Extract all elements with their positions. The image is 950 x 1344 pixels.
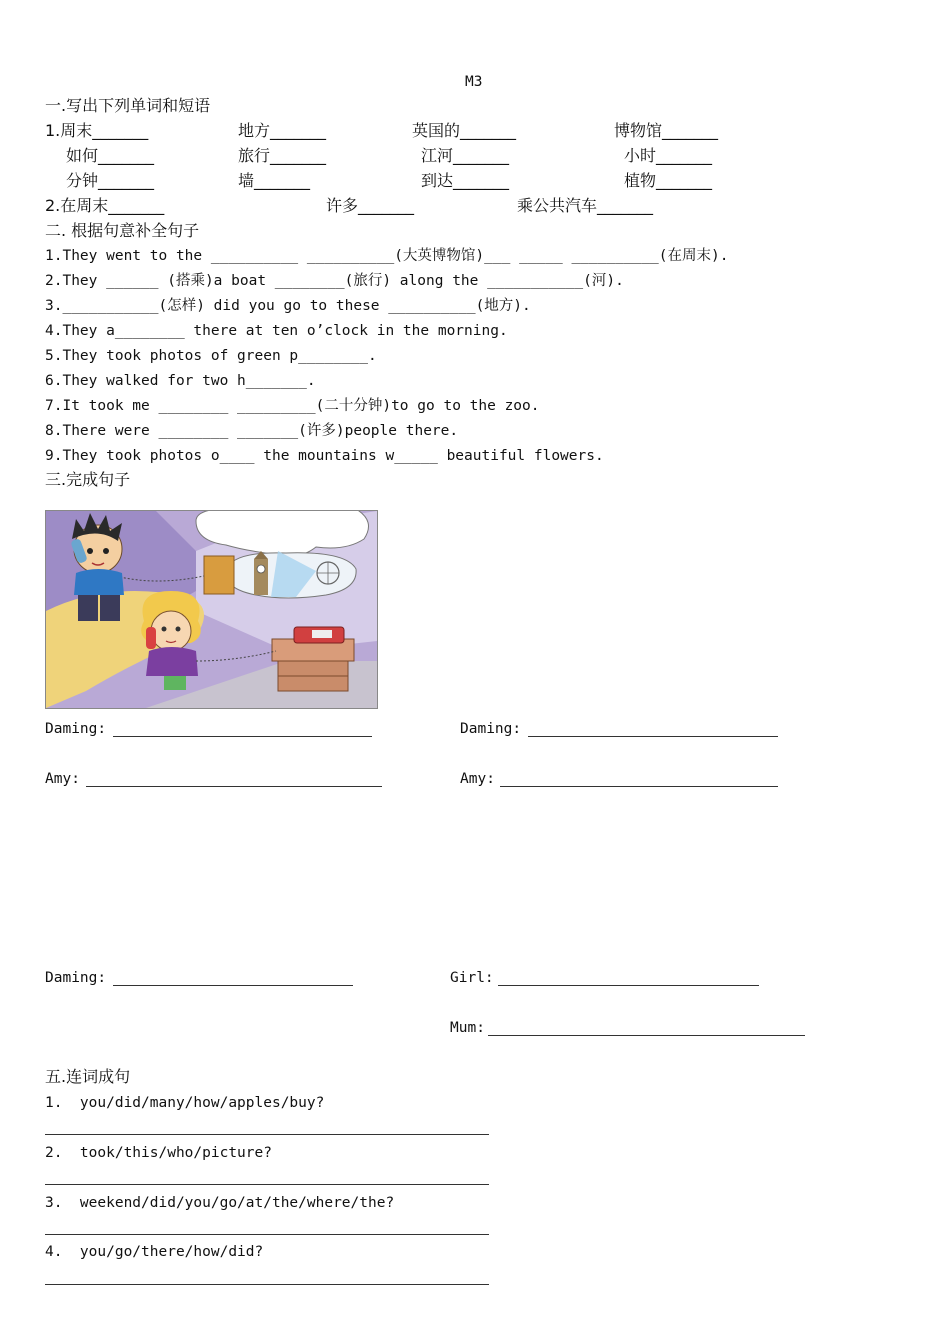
amy-label: Amy:: [45, 771, 80, 787]
vocab-item: 小时_______: [624, 146, 713, 165]
daming-label: Daming:: [45, 721, 107, 737]
sentence-item: 2.They ______ (搭乘)a boat ________(旅行) along the ___________(河).: [45, 273, 624, 289]
answer-line[interactable]: [45, 1184, 489, 1185]
sentence-item: 1.They went to the __________ __________(大英博物馆)___ _____ __________(在周末).: [45, 248, 729, 264]
vocab-item: 地方_______: [238, 121, 327, 140]
word-order-item: 3. weekend/did/you/go/at/the/where/the?: [45, 1195, 395, 1211]
vocab-item: 植物_______: [624, 171, 713, 190]
sentence-item: 3.___________(怎样) did you go to these __________(地方).: [45, 298, 531, 314]
daming-label: Daming:: [460, 721, 522, 737]
answer-line[interactable]: [45, 1134, 489, 1135]
daming-label: Daming:: [45, 970, 107, 986]
answer-line[interactable]: [45, 1234, 489, 1235]
answer-line[interactable]: [498, 985, 759, 986]
vocab-item: 墙_______: [238, 171, 311, 190]
word-order-item: 4. you/go/there/how/did?: [45, 1244, 264, 1260]
answer-line[interactable]: [45, 1284, 489, 1285]
vocab-item: 到达_______: [421, 171, 510, 190]
vocab-item: 分钟_______: [66, 171, 155, 190]
answer-line[interactable]: [500, 786, 778, 787]
section3-heading: 三.完成句子: [45, 470, 131, 489]
answer-line[interactable]: [113, 736, 372, 737]
section5-heading: 五.连词成句: [45, 1067, 131, 1086]
page-title: M3: [465, 74, 483, 90]
answer-line[interactable]: [113, 985, 353, 986]
vocab-item: 乘公共汽车_______: [517, 196, 654, 215]
answer-line[interactable]: [488, 1035, 805, 1036]
sentence-item: 7.It took me ________ _________(二十分钟)to go to the zoo.: [45, 398, 540, 414]
vocab-item: 如何_______: [66, 146, 155, 165]
mum-label: Mum:: [450, 1020, 485, 1036]
sentence-item: 9.They took photos o____ the mountains w_____ beautiful flowers.: [45, 448, 604, 464]
section2-heading: 二. 根据句意补全句子: [45, 221, 200, 240]
sentence-item: 5.They took photos of green p________.: [45, 348, 377, 364]
phone-call-cartoon-icon: [45, 510, 378, 709]
vocab-item: 许多_______: [326, 196, 415, 215]
amy-label: Amy:: [460, 771, 495, 787]
sentence-item: 6.They walked for two h_______.: [45, 373, 316, 389]
girl-label: Girl:: [450, 970, 494, 986]
answer-line[interactable]: [528, 736, 778, 737]
sentence-item: 4.They a________ there at ten o’clock in the morning.: [45, 323, 508, 339]
sentence-item: 8.There were ________ _______(许多)people there.: [45, 423, 459, 439]
answer-line[interactable]: [86, 786, 382, 787]
vocab-item: 英国的_______: [412, 121, 517, 140]
vocab-item: 1.周末_______: [45, 121, 149, 140]
section1-heading: 一.写出下列单词和短语: [45, 96, 211, 115]
word-order-item: 2. took/this/who/picture?: [45, 1145, 272, 1161]
vocab-item: 2.在周末_______: [45, 196, 165, 215]
vocab-item: 博物馆_______: [614, 121, 719, 140]
vocab-item: 江河_______: [421, 146, 510, 165]
word-order-item: 1. you/did/many/how/apples/buy?: [45, 1095, 325, 1111]
vocab-item: 旅行_______: [238, 146, 327, 165]
